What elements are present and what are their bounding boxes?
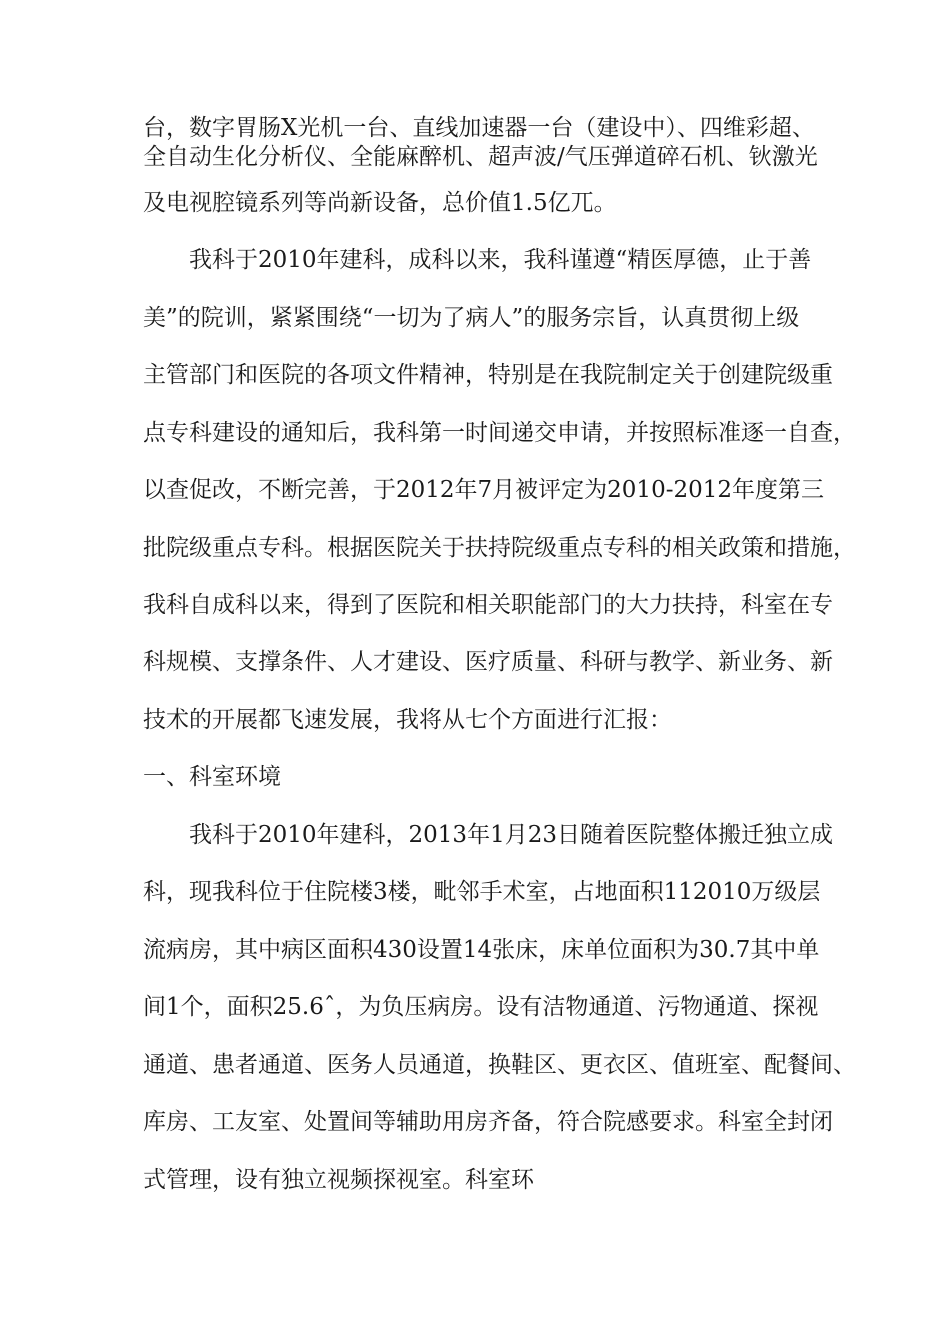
- text-line-6: 主管部门和医院的各项文件精神，特别是在我院制定关于创建院级重: [143, 362, 833, 388]
- text-line-3: 及电视腔镜系列等尚新设备，总价值1.5亿兀。: [143, 190, 617, 216]
- text-line-1: 台，数字胃肠X光机一台、直线加速器一台（建设中）、四维彩超、: [143, 115, 815, 141]
- text-line-18: 通道、患者通道、医务人员通道，换鞋区、更衣区、值班室、配餐间、: [143, 1052, 856, 1078]
- paragraph-start-line: 我科于2010年建科，成科以来，我科谨遵“精医厚德，止于善: [189, 247, 812, 273]
- text-line-10: 我科自成科以来，得到了医院和相关职能部门的大力扶持，科室在专: [143, 592, 833, 618]
- text-line-8: 以查促改，不断完善，于2012年7月被评定为2010-2012年度第三: [143, 477, 825, 503]
- section-heading: 一、科室环境: [143, 764, 281, 790]
- text-line-19: 库房、工友室、处置间等辅助用房齐备，符合院感要求。科室全封闭: [143, 1109, 833, 1135]
- text-line-20: 式管理，设有独立视频探视室。科室环: [143, 1167, 534, 1193]
- text-line-15: 科，现我科位于住院楼3楼，毗邻手术室，占地面积112010万级层: [143, 879, 821, 905]
- text-line-7: 点专科建设的通知后，我科第一时间递交申请，并按照标准逐一自查，: [143, 420, 856, 446]
- text-line-12: 技术的开展都飞速发展，我将从七个方面进行汇报：: [143, 707, 672, 733]
- text-line-2: 全自动生化分析仪、全能麻醉机、超声波/气压弹道碎石机、钬激光: [143, 144, 818, 170]
- text-line-5: 美”的院训，紧紧围绕“一切为了病人”的服务宗旨，认真贯彻上级: [143, 305, 800, 331]
- paragraph-start-line: 我科于2010年建科，2013年1月23日随着医院整体搬迁独立成: [189, 822, 833, 848]
- text-line-17: 间1个，面积25.6ˆ，为负压病房。设有洁物通道、污物通道、探视: [143, 994, 819, 1020]
- text-line-9: 批院级重点专科。根据医院关于扶持院级重点专科的相关政策和措施，: [143, 535, 856, 561]
- text-line-11: 科规模、支撑条件、人才建设、医疗质量、科研与教学、新业务、新: [143, 649, 833, 675]
- text-line-16: 流病房，其中病区面积430设置14张床，床单位面积为30.7其中单: [143, 937, 820, 963]
